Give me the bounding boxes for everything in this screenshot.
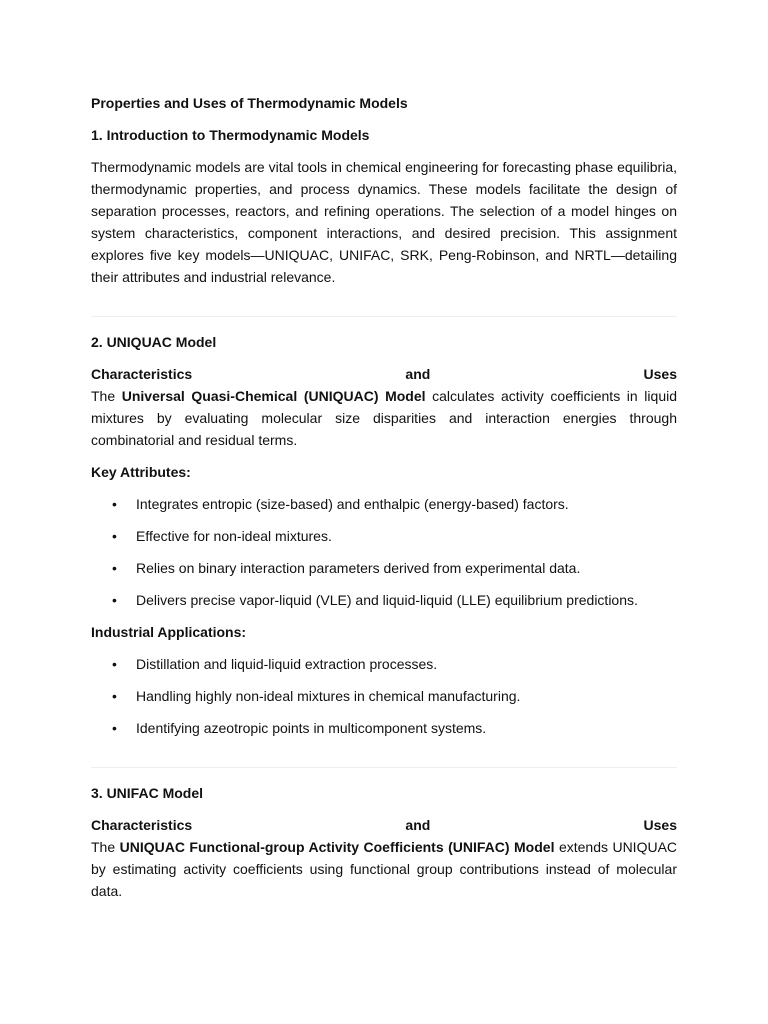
intro-paragraph: Thermodynamic models are vital tools in chemical engineering for forecasting phase equilibria, thermodynamic properties, and process dynamics. These models facilitate the design of separation processes, reactors, and refining operations. The selection of a model hinges on system characteristics, component interactions, and desired precision. This assignment explores five key models—UNIQUAC, UNIFAC, SRK, Peng-Robinson, and NRTL—detailing their attributes and industrial relevance. bbox=[91, 159, 677, 285]
section-heading-intro: 1. Introduction to Thermodynamic Models bbox=[91, 127, 370, 143]
list-item bbox=[91, 653, 677, 675]
char-word-2: and bbox=[405, 817, 431, 833]
uniquac-characteristics-heading bbox=[91, 363, 677, 385]
char-word-2: and bbox=[405, 366, 431, 382]
section-heading-uniquac: 2. UNIQUAC Model bbox=[91, 334, 217, 350]
key-attributes-list bbox=[91, 493, 677, 611]
industrial-applications-label: Industrial Applications: bbox=[91, 624, 247, 640]
list-item-text: Distillation and liquid-liquid extraction processes. bbox=[136, 656, 438, 672]
section-divider bbox=[91, 767, 677, 768]
section-heading-unifac: 3. UNIFAC Model bbox=[91, 785, 204, 801]
char-word-3: Uses bbox=[643, 366, 677, 382]
list-item bbox=[91, 717, 677, 739]
desc-bold: Universal Quasi-Chemical (UNIQUAC) Model bbox=[121, 388, 426, 404]
list-item-text: Delivers precise vapor-liquid (VLE) and liquid-liquid (LLE) equilibrium predictions. bbox=[136, 592, 638, 608]
desc-post: calculates activity coefficients in liquid mixtures by evaluating molecular size disparities and interaction energies through combinatorial and residual terms. bbox=[91, 388, 677, 448]
bullet-icon: • bbox=[112, 560, 117, 576]
list-item-text: Integrates entropic (size-based) and enthalpic (energy-based) factors. bbox=[136, 496, 569, 512]
list-item bbox=[91, 557, 677, 579]
desc-pre: The bbox=[91, 388, 122, 404]
key-attributes-label: Key Attributes: bbox=[91, 464, 191, 480]
char-word-1: Characteristics bbox=[91, 817, 193, 833]
list-item-text: Relies on binary interaction parameters derived from experimental data. bbox=[136, 560, 581, 576]
bullet-icon: • bbox=[112, 688, 117, 704]
unifac-characteristics-heading bbox=[91, 814, 677, 836]
bullet-icon: • bbox=[112, 720, 117, 736]
unifac-description bbox=[91, 836, 677, 902]
desc-post: extends UNIQUAC by estimating activity coefficients using functional group contributions instead of molecular data. bbox=[91, 839, 678, 899]
desc-bold: UNIQUAC Functional-group Activity Coefficients (UNIFAC) Model bbox=[119, 839, 555, 855]
list-item bbox=[91, 493, 677, 515]
uniquac-description bbox=[91, 385, 677, 451]
section-divider bbox=[91, 316, 677, 317]
list-item-text: Identifying azeotropic points in multicomponent systems. bbox=[136, 720, 487, 736]
char-word-1: Characteristics bbox=[91, 366, 193, 382]
list-item-text: Handling highly non-ideal mixtures in chemical manufacturing. bbox=[136, 688, 521, 704]
bullet-icon: • bbox=[112, 656, 117, 672]
list-item-text: Effective for non-ideal mixtures. bbox=[136, 528, 332, 544]
list-item bbox=[91, 685, 677, 707]
bullet-icon: • bbox=[112, 496, 117, 512]
list-item bbox=[91, 525, 677, 547]
char-word-3: Uses bbox=[643, 817, 677, 833]
bullet-icon: • bbox=[112, 528, 117, 544]
desc-pre: The bbox=[91, 839, 120, 855]
document-title: Properties and Uses of Thermodynamic Models bbox=[91, 95, 408, 111]
bullet-icon: • bbox=[112, 592, 117, 608]
list-item bbox=[91, 589, 677, 611]
industrial-applications-list bbox=[91, 653, 677, 739]
